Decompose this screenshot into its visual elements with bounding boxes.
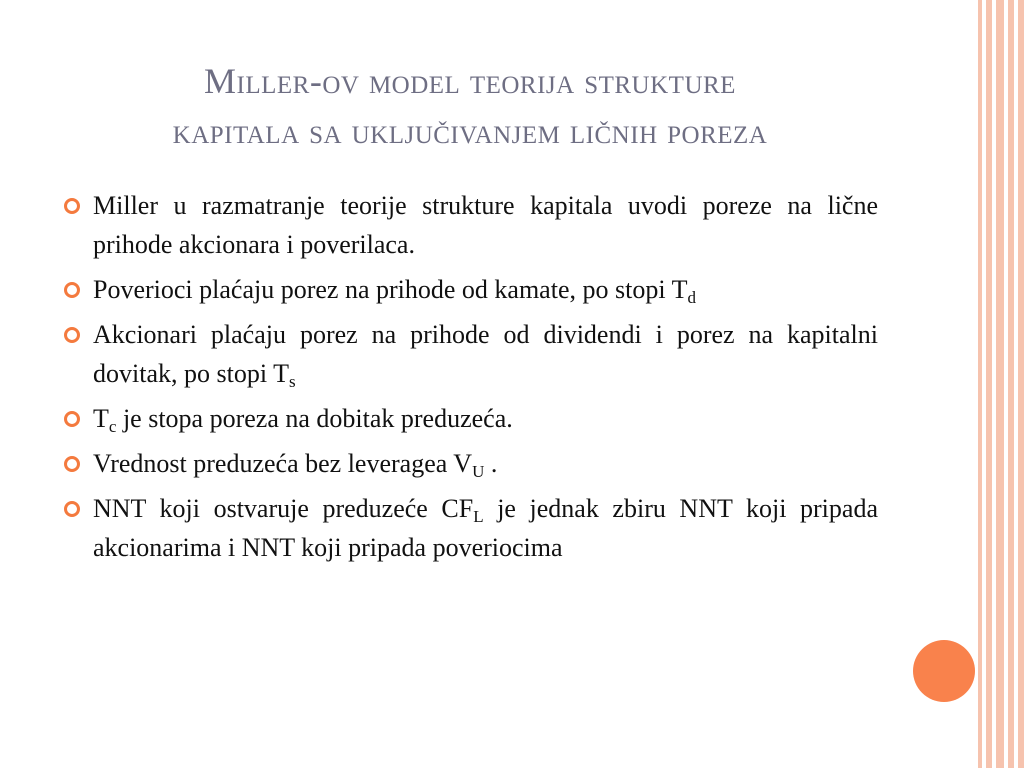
bullet-text: Akcionari plaćaju porez na prihode od dividendi i porez na kapitalni dovitak, po stopi T (93, 320, 878, 388)
bullet-text: Miller u razmatranje teorije strukture kapitala uvodi poreze na lične prihode akcionara i poverilaca. (93, 191, 878, 259)
stripe (1018, 0, 1024, 768)
title-line-2: kapitala sa uključivanjem ličnih poreza (172, 111, 768, 151)
bullet-marker-icon (64, 501, 80, 517)
subscript: L (473, 507, 484, 526)
bullet-text-suffix: je jednak zbiru NNT koji pripada akcionarima i NNT koji pripada poveriocima (93, 494, 878, 562)
bullet-text: Poverioci plaćaju porez na prihode od kamate, po stopi T (93, 275, 688, 304)
bullet-text-prefix: T (93, 404, 109, 433)
bullet-marker-icon (64, 282, 80, 298)
slide-title (60, 56, 880, 156)
bullet-text: NNT koji ostvaruje preduzeće CF (93, 494, 474, 523)
bullet-marker-icon (64, 198, 80, 214)
bullet-list (62, 186, 878, 573)
subscript: U (472, 462, 485, 481)
bullet-item (62, 399, 878, 438)
bullet-marker-icon (64, 327, 80, 343)
title-line-1: Miller-ov model teorija strukture (204, 61, 736, 101)
stripe (978, 0, 982, 768)
subscript: d (687, 288, 696, 307)
bullet-marker-icon (64, 456, 80, 472)
stripe (996, 0, 1004, 768)
bullet-text-suffix: . (484, 449, 498, 478)
subscript: s (288, 372, 296, 391)
bullet-text: je stopa poreza na dobitak preduzeća. (116, 404, 513, 433)
bullet-item (62, 315, 878, 393)
bullet-item (62, 489, 878, 567)
subscript: c (108, 417, 117, 436)
decorative-stripes (978, 0, 1024, 768)
stripe (1008, 0, 1014, 768)
bullet-item (62, 444, 878, 483)
bullet-text: Vrednost preduzeća bez leveragea V (93, 449, 473, 478)
stripe (986, 0, 992, 768)
bullet-marker-icon (64, 411, 80, 427)
decorative-circle (913, 640, 975, 702)
bullet-item (62, 270, 878, 309)
bullet-item (62, 186, 878, 264)
